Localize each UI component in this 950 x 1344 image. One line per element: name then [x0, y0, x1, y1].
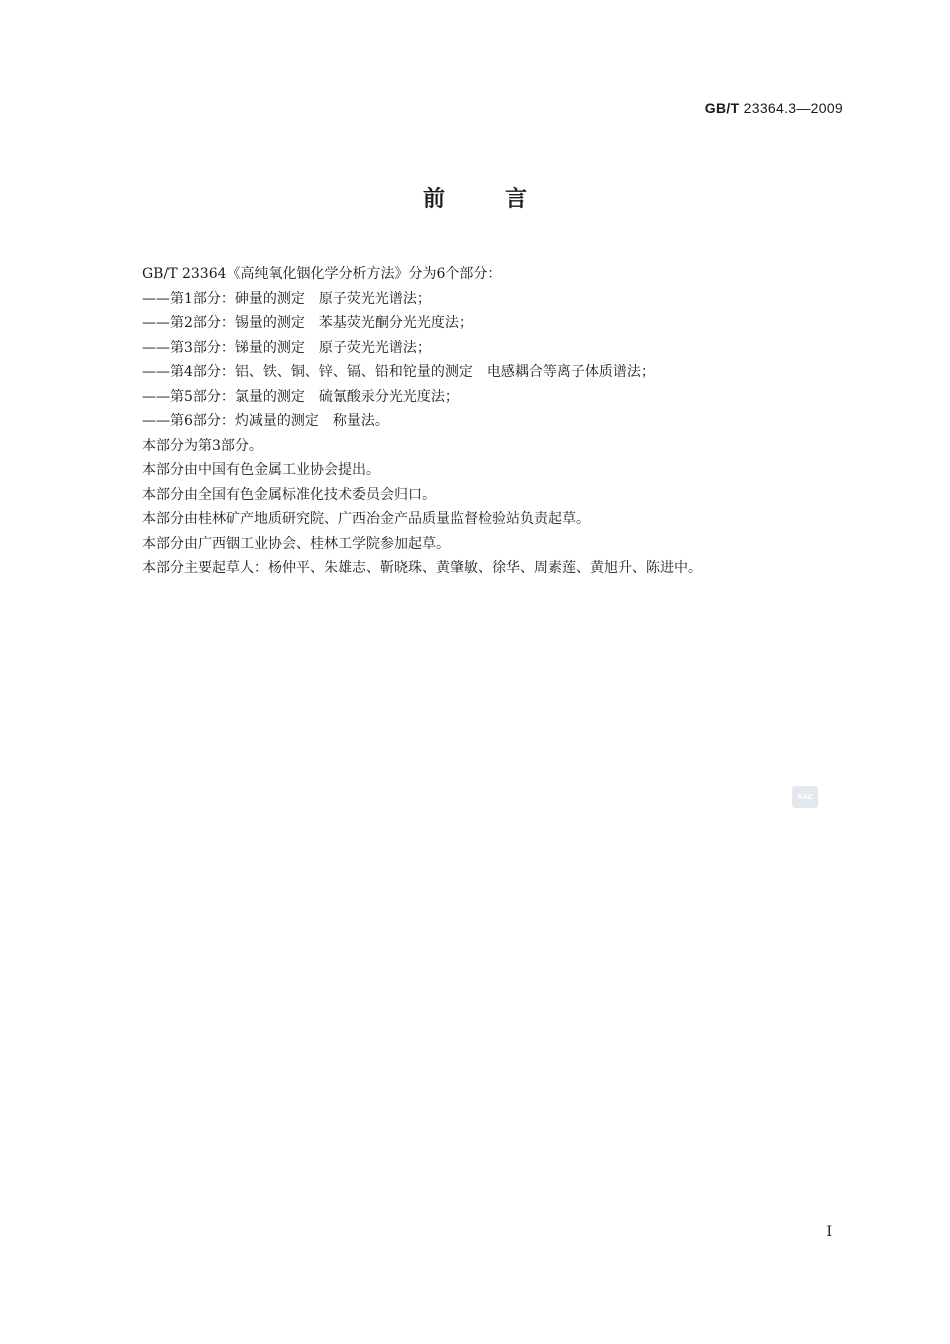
- part-line-2: [142, 311, 842, 336]
- foreword-body: [142, 262, 842, 581]
- part-method: 原子荧光光谱法；: [318, 339, 431, 356]
- part-line-6: [142, 409, 842, 434]
- part-head: ——第6部分：灼减量的测定: [142, 413, 319, 429]
- part-head: ——第3部分：锑量的测定: [142, 339, 305, 356]
- part-method: 电感耦合等离子体质谱法；: [486, 364, 655, 380]
- part-line-3: [142, 336, 842, 361]
- part-line-5: [142, 385, 842, 410]
- part-method: 称量法。: [332, 413, 389, 429]
- statement-line: 本部分由全国有色金属标准化技术委员会归口。: [142, 486, 436, 503]
- statement-line: 本部分由广西铟工业协会、桂林工学院参加起草。: [142, 535, 450, 552]
- page-number: I: [826, 1224, 832, 1240]
- statement-line: 本部分为第3部分。: [142, 437, 263, 454]
- standard-code-number: 23364.3—2009: [743, 100, 843, 116]
- intro-line: GB/T 23364《高纯氧化铟化学分析方法》分为6个部分：: [142, 266, 502, 282]
- part-head: ——第4部分：铝、铁、铜、锌、镉、铅和铊量的测定: [142, 364, 473, 380]
- part-head: ——第2部分：锡量的测定: [142, 315, 305, 331]
- page-title: 前言: [422, 187, 587, 212]
- part-head: ——第5部分：氯量的测定: [142, 388, 305, 405]
- statement-line: 本部分主要起草人：杨仲平、朱雄志、靳晓珠、黄肇敏、徐华、周素莲、黄旭升、陈进中。: [142, 560, 702, 576]
- sac-watermark-logo: SAC: [792, 786, 818, 808]
- statement-line: 本部分由桂林矿产地质研究院、广西冶金产品质量监督检验站负责起草。: [142, 511, 590, 527]
- part-method: 硫氰酸汞分光光度法；: [318, 388, 459, 405]
- standard-code-prefix: GB/T: [704, 100, 740, 116]
- part-method: 原子荧光光谱法；: [318, 290, 431, 307]
- part-method: 苯基荧光酮分光光度法；: [318, 315, 473, 331]
- standard-number: [705, 100, 843, 116]
- part-line-4: [142, 360, 842, 385]
- part-head: ——第1部分：砷量的测定: [142, 290, 305, 307]
- statement-line: 本部分由中国有色金属工业协会提出。: [142, 462, 380, 478]
- part-line-1: [142, 287, 842, 312]
